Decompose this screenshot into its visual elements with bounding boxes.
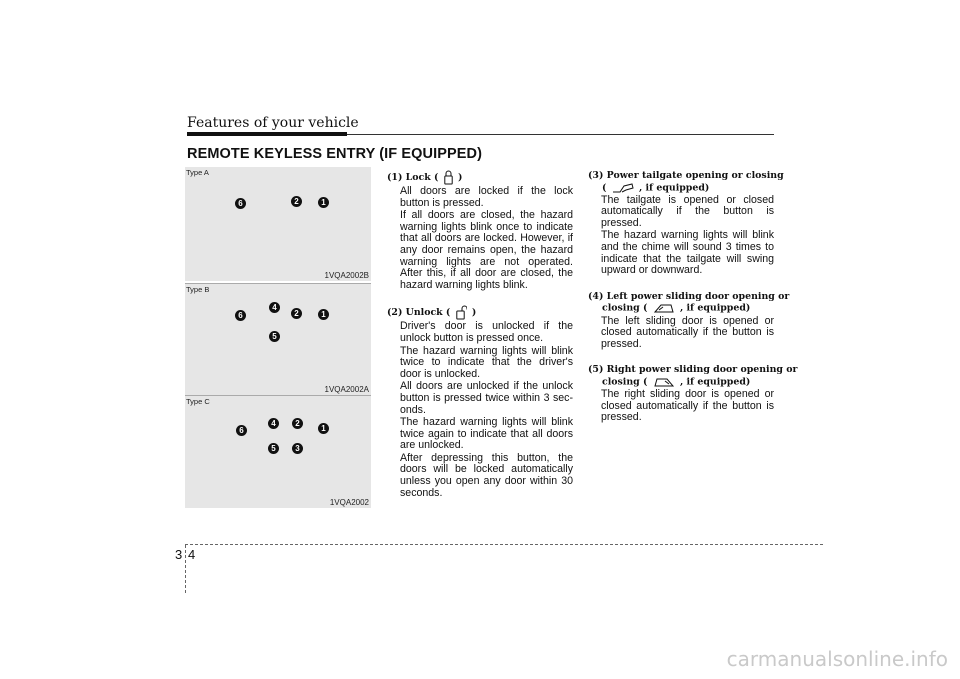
- callout-number: 2: [291, 308, 302, 319]
- item-subheading: [588, 302, 774, 314]
- item-paragraph: All doors are unlocked if the unlock button is pressed twice within 3 sec-onds.: [400, 380, 573, 416]
- item-subheading-text: closing (: [602, 376, 648, 388]
- page-section-number: 3: [175, 547, 183, 562]
- item-tailgate: [588, 170, 784, 277]
- callout-number: 3: [292, 443, 303, 454]
- lock-icon: [444, 170, 453, 185]
- callout-number: 5: [268, 443, 279, 454]
- item-heading: (4) Left power sliding door opening or: [588, 290, 790, 302]
- page-number: 4: [188, 547, 196, 562]
- figure-type-label: Type C: [186, 397, 210, 406]
- right-sliding-door-icon: [653, 376, 675, 388]
- figure-code: 1VQA2002A: [324, 385, 369, 394]
- item-subheading-text: , if equipped): [679, 376, 751, 388]
- item-paragraph: The tailgate is opened or closed automatically if the button is pressed.: [601, 193, 774, 229]
- header-rule: [347, 134, 774, 135]
- figure-type-c: [185, 395, 371, 508]
- callout-number: 5: [269, 331, 280, 342]
- item-left-sliding-door: [588, 290, 790, 350]
- figure-code: 1VQA2002: [329, 498, 369, 507]
- figure-type-b: [185, 283, 371, 395]
- item-subheading-text: , if equipped): [679, 302, 751, 314]
- item-paragraph: After depressing this button, the doors will be locked automatically unless you open any door within 30 seconds.: [400, 451, 573, 499]
- figure-code: 1VQA2002B: [324, 271, 369, 280]
- text-column-2: [588, 170, 798, 438]
- item-unlock: [387, 305, 573, 499]
- item-heading: (3) Power tailgate opening or closing: [588, 170, 784, 181]
- item-paragraph: The hazard warning lights will blink and the chime will sound 3 times to indicate that the tailgate will swing upward or downward.: [601, 229, 774, 277]
- callout-number: 1: [318, 197, 329, 208]
- footer-rule: [185, 544, 823, 545]
- item-subheading-text: (: [602, 182, 607, 194]
- callout-number: 6: [236, 425, 247, 436]
- unlock-icon: [456, 305, 467, 320]
- callout-number: 1: [318, 423, 329, 434]
- section-title: REMOTE KEYLESS ENTRY (IF EQUIPPED): [187, 146, 483, 162]
- item-subheading: [588, 376, 774, 388]
- callout-number: 6: [235, 198, 246, 209]
- callout-number: 2: [291, 196, 302, 207]
- callout-number: 4: [269, 302, 280, 313]
- item-subheading-text: closing (: [602, 302, 648, 314]
- item-heading: [387, 170, 573, 185]
- item-paragraph: If all doors are closed, the hazard warning lights blink once to indicate that all doors are locked. However, if any door remains open, the hazard warning lights are not operated. After this, if all door are closed, the hazard warning lights blink.: [400, 209, 573, 291]
- callout-number: 4: [268, 418, 279, 429]
- item-paragraph: The right sliding door is opened or closed automatically if the button is pressed.: [601, 388, 774, 424]
- item-paragraph: Driver's door is unlocked if the unlock button is pressed once.: [400, 320, 573, 344]
- tailgate-icon: [612, 182, 634, 194]
- callout-number: 2: [292, 418, 303, 429]
- item-heading: [387, 305, 573, 320]
- callout-number: 6: [235, 310, 246, 321]
- left-sliding-door-icon: [653, 302, 675, 314]
- text-column-1: [387, 170, 573, 513]
- item-heading-text: (2) Unlock (: [387, 307, 451, 319]
- item-heading-text: ): [471, 307, 477, 319]
- item-heading: (5) Right power sliding door opening or: [588, 364, 798, 376]
- item-heading-text: (1) Lock (: [387, 172, 439, 183]
- callout-number: 1: [318, 309, 329, 320]
- figure-type-a: [185, 167, 371, 281]
- watermark-text: carmanualsonline.info: [726, 647, 948, 671]
- item-lock: [387, 170, 573, 291]
- item-paragraph: The hazard warning lights will blink twice again to indicate that all doors are unlocked.: [400, 416, 573, 452]
- figure-type-label: Type A: [186, 168, 209, 177]
- figure-type-label: Type B: [186, 285, 210, 294]
- footer-divider: [185, 545, 186, 593]
- item-heading-text: ): [457, 172, 463, 183]
- item-paragraph: The hazard warning lights will blink twice to indicate that the driver's door is unlocked.: [400, 344, 573, 380]
- item-paragraph: The left sliding door is opened or closed automatically if the button is pressed.: [601, 314, 774, 350]
- header-rule-thick: [187, 132, 347, 136]
- item-subheading: [588, 182, 774, 194]
- item-paragraph: All doors are locked if the lock button is pressed.: [400, 185, 573, 209]
- header-title: Features of your vehicle: [187, 115, 359, 131]
- item-subheading-text: , if equipped): [638, 182, 710, 194]
- item-right-sliding-door: [588, 364, 798, 424]
